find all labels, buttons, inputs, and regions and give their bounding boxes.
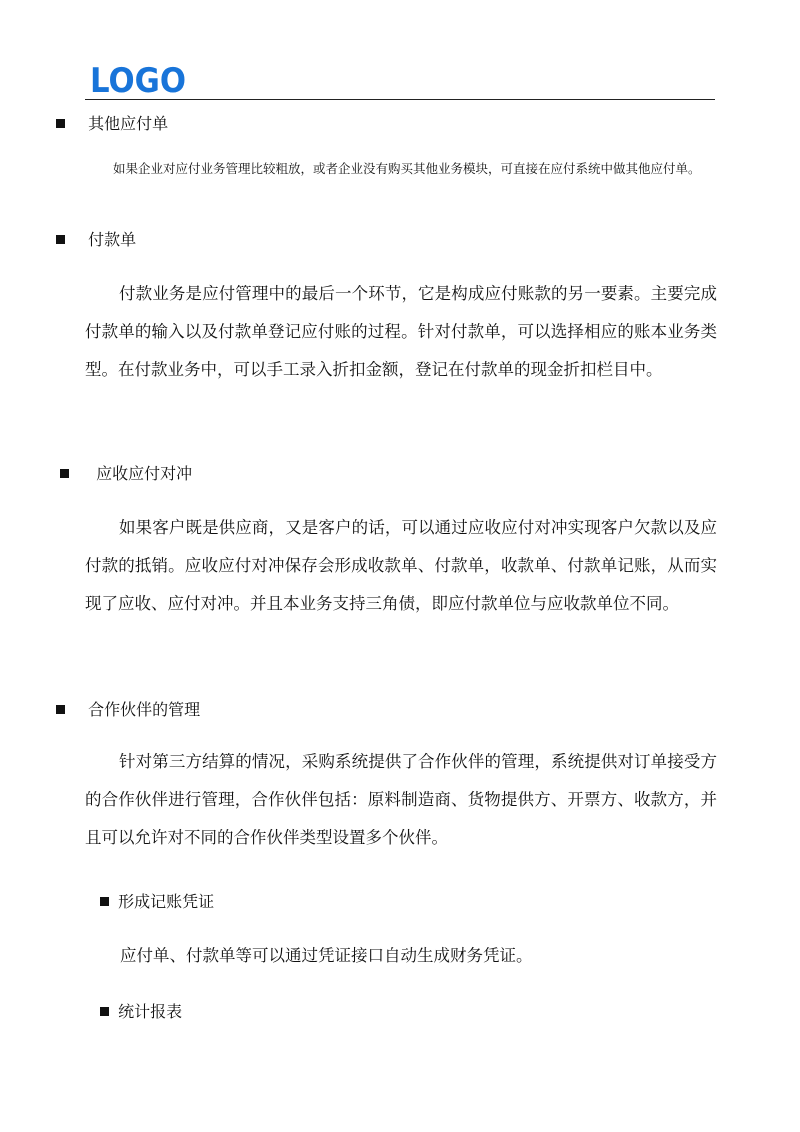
bullet-square-icon	[60, 469, 69, 478]
section-heading-5	[100, 892, 214, 912]
heading-text: 合作伙伴的管理	[88, 700, 201, 719]
section-heading-6	[100, 1002, 182, 1022]
heading-text: 付款单	[88, 230, 137, 249]
logo	[90, 62, 190, 96]
bullet-square-icon	[56, 705, 65, 714]
heading-text: 应收应付对冲	[96, 464, 193, 483]
section-body-4: 针对第三方结算的情况，采购系统提供了合作伙伴的管理，系统提供对订单接受方的合作伙伴进行管理，合作伙伴包括：原料制造商、货物提供方、开票方、收款方，并且可以允许对不同的合作伙伴类型设置多个伙伴。	[85, 752, 717, 847]
bullet-square-icon	[56, 119, 65, 128]
header-rule	[85, 99, 715, 100]
body-text: 如果企业对应付业务管理比较粗放，或者企业没有购买其他业务模块，可直接在应付系统中做其他应付单。	[113, 161, 701, 176]
section-heading-3	[60, 464, 192, 484]
heading-text: 统计报表	[118, 1002, 183, 1021]
bullet-square-icon	[56, 235, 65, 244]
section-heading-1	[56, 114, 168, 134]
section-body-5: 应付单、付款单等可以通过凭证接口自动生成财务凭证。	[120, 946, 533, 965]
section-body-2: 付款业务是应付管理中的最后一个环节，它是构成应付账款的另一要素。主要完成付款单的输入以及付款单登记应付账的过程。针对付款单，可以选择相应的账本业务类型。在付款业务中，可以手工录入折扣金额，登记在付款单的现金折扣栏目中。	[85, 284, 717, 379]
section-heading-4	[56, 700, 200, 720]
section-body-1	[85, 157, 717, 180]
logo-text: LOGO	[90, 62, 186, 96]
section-body-3: 如果客户既是供应商，又是客户的话，可以通过应收应付对冲实现客户欠款以及应付款的抵销。应收应付对冲保存会形成收款单、付款单，收款单、付款单记账，从而实现了应收、应付对冲。并且本业务支持三角债，即应付款单位与应收款单位不同。	[85, 518, 717, 613]
heading-text: 其他应付单	[88, 114, 169, 133]
bullet-square-icon	[100, 897, 109, 906]
bullet-square-icon	[100, 1007, 109, 1016]
heading-text: 形成记账凭证	[118, 892, 215, 911]
section-heading-2	[56, 230, 136, 250]
